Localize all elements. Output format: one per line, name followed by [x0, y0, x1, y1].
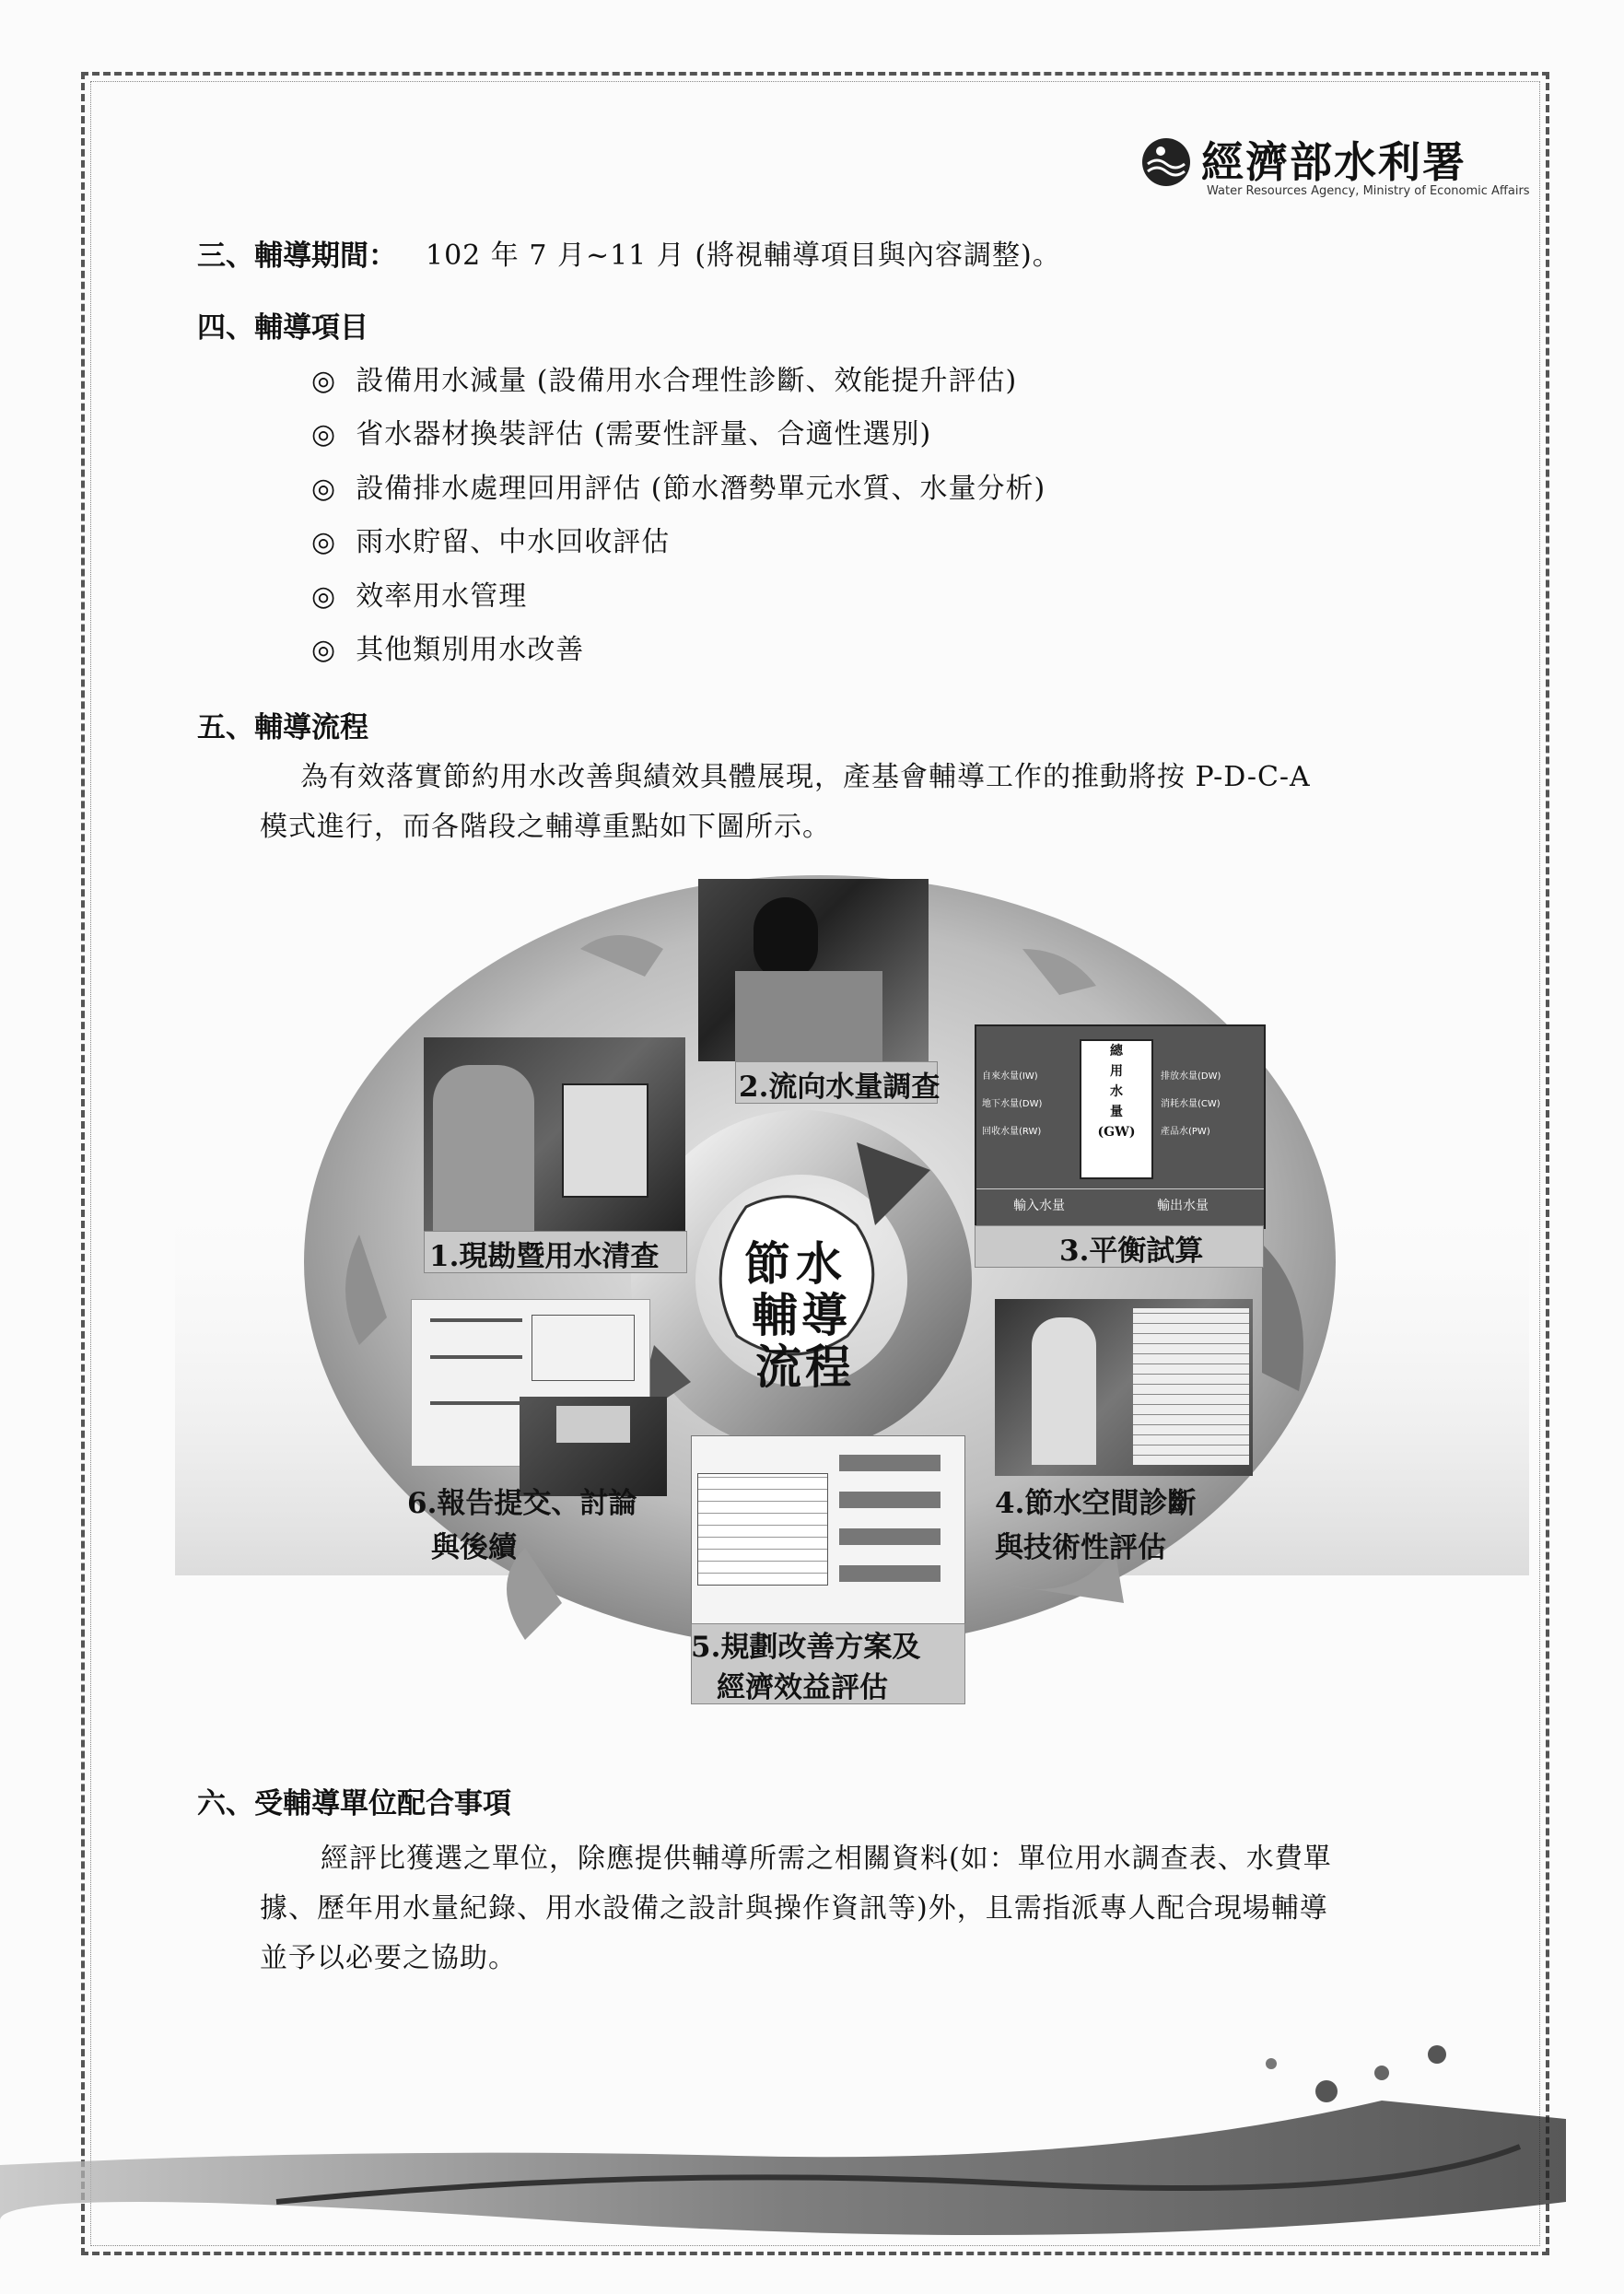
- item-text: 設備用水減量 (設備用水合理性診斷、效能提升評估): [356, 365, 1018, 397]
- center-char: 導: [801, 1288, 847, 1342]
- list-item: [311, 357, 1017, 398]
- step4-label-line1: 4.節水空間診斷: [995, 1487, 1197, 1520]
- item-text: 省水器材換裝評估 (需要性評量、合適性選別): [356, 418, 932, 451]
- item-text: 其他類別用水改善: [356, 634, 585, 666]
- section5-para-line2: 模式進行，而各階段之輔導重點如下圖所示。: [260, 811, 831, 843]
- section4-title: 四、輔導項目: [197, 311, 368, 345]
- item-text: 效率用水管理: [356, 580, 528, 613]
- section6-line1: 經評比獲選之單位，除應提供輔導所需之相關資料(如：單位用水調查表、水費單: [321, 1843, 1332, 1875]
- water-saving-flow-diagram: [175, 866, 1529, 1704]
- item-text: 設備排水處理回用評估 (節水潛勢單元水質、水量分析): [356, 473, 1046, 505]
- bullet-icon: ◎: [311, 473, 337, 505]
- step2-label: 2.流向水量調查: [739, 1071, 941, 1104]
- bullet-icon: ◎: [311, 580, 337, 613]
- section3-content: 102 年 7 月~11 月 (將視輔導項目與內容調整)。: [426, 240, 1061, 272]
- input-item: 地下水量(DW): [982, 1099, 1043, 1109]
- agency-logo: [1140, 129, 1530, 203]
- photo-site-inspection: [424, 1037, 685, 1231]
- water-balance-chart: [975, 1024, 1266, 1229]
- step1-label: 1.現勘暨用水清查: [429, 1240, 660, 1273]
- list-item: [311, 626, 584, 667]
- water-drop-emblem-icon: [1140, 136, 1192, 188]
- step3-label: 3.平衡試算: [1059, 1235, 1204, 1268]
- step6-label-line1: 6.報告提交、討論: [407, 1487, 637, 1520]
- balance-char: 總: [1110, 1044, 1123, 1059]
- photo-flow-survey: [698, 879, 929, 1061]
- section3-label: 三、輔導期間：: [197, 240, 397, 273]
- center-char: 水: [796, 1236, 842, 1291]
- bullet-icon: ◎: [311, 634, 337, 666]
- section5-para-line1: 為有效落實節約用水改善與績效具體展現，產基會輔導工作的推動將按 P-D-C-A: [300, 761, 1311, 793]
- bullet-icon: ◎: [311, 418, 337, 451]
- center-char: 輔: [752, 1288, 798, 1342]
- input-item: 回收水量(RW): [982, 1127, 1042, 1137]
- balance-inputs: [982, 1063, 1042, 1146]
- output-item: 排放水量(DW): [1161, 1071, 1221, 1082]
- improvement-plan-chart: [691, 1435, 965, 1625]
- list-item: [311, 411, 931, 451]
- balance-char: (GW): [1097, 1125, 1136, 1140]
- output-item: 消耗水量(CW): [1161, 1099, 1221, 1109]
- balance-outputs: [1161, 1063, 1221, 1146]
- item-text: 雨水貯留、中水回收評估: [356, 526, 671, 558]
- balance-char: 量: [1110, 1105, 1123, 1119]
- center-char: 流: [755, 1340, 801, 1394]
- list-item: [311, 519, 670, 559]
- bullet-icon: ◎: [311, 526, 337, 558]
- step5-label-line2: 經濟效益評估: [717, 1671, 888, 1704]
- section6-title: 六、受輔導單位配合事項: [197, 1787, 511, 1820]
- bullet-icon: ◎: [311, 365, 337, 397]
- total-water-box: [1080, 1039, 1153, 1179]
- balance-char: 水: [1110, 1084, 1123, 1099]
- photo-space-diagnosis: [995, 1299, 1253, 1476]
- step4-label-line2: 與技術性評估: [995, 1531, 1166, 1564]
- step5-label-line1: 5.規劃改善方案及: [691, 1631, 921, 1664]
- center-char: 節: [744, 1236, 790, 1291]
- list-item: [311, 465, 1046, 506]
- input-item: 自來水量(IW): [982, 1071, 1038, 1082]
- water-splash-decoration: [0, 1981, 1624, 2294]
- output-item: 產品水(PW): [1161, 1127, 1210, 1137]
- balance-footer-left: 輸入水量: [1013, 1199, 1065, 1213]
- balance-footer-right: 輸出水量: [1157, 1199, 1209, 1213]
- balance-char: 用: [1110, 1064, 1123, 1079]
- center-char: 程: [805, 1340, 851, 1394]
- section6-line3: 並予以必要之協助。: [260, 1942, 517, 1974]
- list-item: [311, 573, 527, 614]
- step6-label-line2: 與後續: [431, 1531, 517, 1564]
- logo-title: 經濟部水利署: [1201, 137, 1466, 187]
- section6-line2: 據、歷年用水量紀錄、用水設備之設計與操作資訊等)外，且需指派專人配合現場輔導: [260, 1892, 1328, 1925]
- section5-title: 五、輔導流程: [197, 711, 368, 744]
- logo-subtitle: Water Resources Agency, Ministry of Economic Affairs: [1207, 184, 1530, 198]
